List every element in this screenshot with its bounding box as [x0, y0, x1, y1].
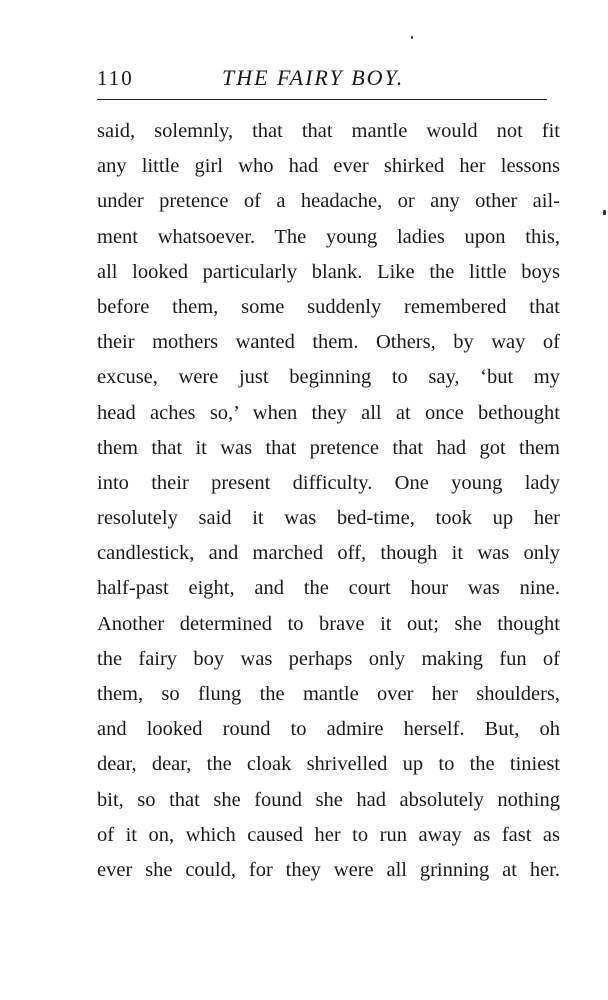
text-line: their mothers wanted them. Others, by way of	[97, 331, 560, 354]
text-line: and looked round to admire herself. But, oh	[97, 718, 560, 741]
text-line: half-past eight, and the court hour was nine.	[97, 577, 560, 600]
running-header	[97, 60, 547, 96]
body-text	[97, 114, 560, 888]
text-line: said, solemnly, that that mantle would not fit	[97, 120, 560, 142]
text-line: before them, some suddenly remembered that	[97, 295, 560, 318]
text-line: bit, so that she found she had absolutely nothing	[97, 788, 560, 811]
text-line: resolutely said it was bed-time, took up her	[97, 507, 560, 530]
print-speck	[411, 36, 413, 39]
running-title: THE FAIRY BOY.	[222, 65, 405, 90]
page-number: 110	[97, 66, 134, 90]
text-line: head aches so,’ when they all at once bethought	[97, 401, 560, 424]
header-rule	[97, 99, 547, 100]
text-line: Another determined to brave it out; she thought	[97, 612, 560, 635]
text-line: into their present difficulty. One young lady	[97, 471, 560, 494]
text-line: all looked particularly blank. Like the little boys	[97, 260, 560, 283]
text-line: any little girl who had ever shirked her lessons	[97, 155, 560, 178]
text-line: the fairy boy was perhaps only making fun of	[97, 647, 560, 670]
text-line: them, so flung the mantle over her shoulders,	[97, 683, 560, 705]
print-speck	[603, 210, 606, 215]
text-line: excuse, were just beginning to say, ‘but my	[97, 366, 560, 389]
text-line: dear, dear, the cloak shrivelled up to the tiniest	[97, 753, 560, 776]
text-line: of it on, which caused her to run away as fast as	[97, 823, 560, 846]
text-line: under pretence of a headache, or any other ail-	[97, 190, 560, 213]
text-line: candlestick, and marched off, though it was only	[97, 542, 560, 565]
text-line: ment whatsoever. The young ladies upon this,	[97, 225, 560, 248]
text-line: them that it was that pretence that had got them	[97, 436, 560, 459]
text-line: ever she could, for they were all grinning at her.	[97, 858, 560, 881]
